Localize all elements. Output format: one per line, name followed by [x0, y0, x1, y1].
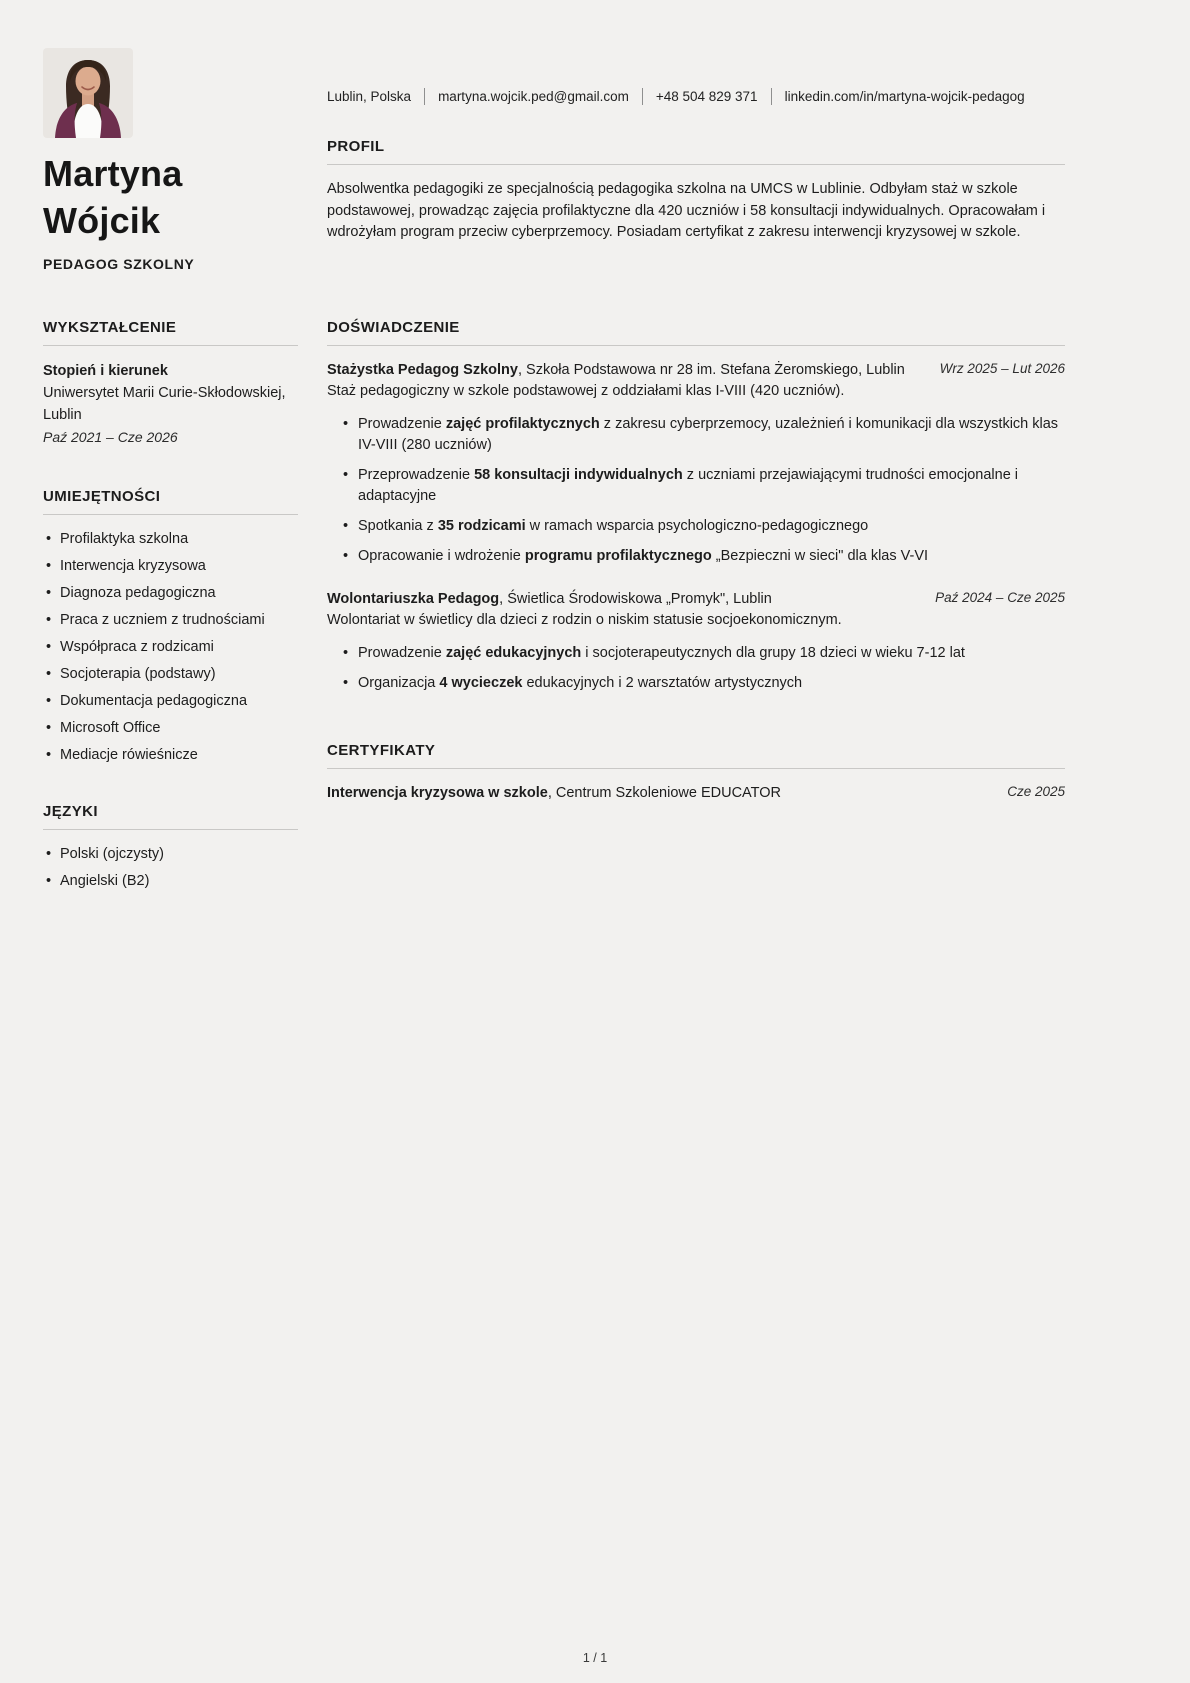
- header-right: [327, 48, 1065, 272]
- contact-location: Lublin, Polska: [327, 89, 412, 104]
- job-bullet: • Organizacja 4 wycieczek edukacyjnych i 2 warsztatów artystycznych: [327, 673, 1065, 694]
- job-titleline: [327, 360, 912, 381]
- job-summary: Wolontariat w świetlicy dla dzieci z rodzin o niskim statusie socjoekonomicznym.: [327, 612, 842, 628]
- job-bullet-list: [327, 414, 1065, 567]
- contact-line: [327, 48, 1065, 105]
- contact-linkedin: linkedin.com/in/martyna-wojcik-pedagog: [784, 89, 1025, 104]
- contact-phone: +48 504 829 371: [655, 89, 758, 104]
- job-bullet: • Spotkania z 35 rodzicami w ramach wsparcia psychologiczno-pedagogicznego: [327, 516, 1065, 537]
- main-column: [327, 319, 1065, 898]
- job-bullet: • Przeprowadzenie 58 konsultacji indywidualnych z uczniami przejawiającymi trudności emocjonalne i adaptacyjne: [327, 465, 1065, 507]
- wyksztalcenie-heading: WYKSZTAŁCENIE: [43, 319, 298, 346]
- language-item: • Polski (ojczysty): [43, 844, 298, 864]
- job-summary: Staż pedagogiczny w szkole podstawowej z oddziałami klas I-VIII (420 uczniów).: [327, 383, 845, 399]
- education-dates: Paź 2021 – Cze 2026: [43, 429, 178, 445]
- experience-entry: [327, 589, 1065, 694]
- profil-text: Absolwentka pedagogiki ze specjalnością pedagogika szkolna na UMCS w Lublinie. Odbyłam staż w szkole podstawowej, prowadząc zajęcia profilaktyczne dla 420 uczniów i 58 konsultacji indywidualnych. Opracowałam i wdrożyłam program przeciw cyberprzemocy. Posiadam certyfikat z zakresu interwencji kryzysowej w szkole.: [327, 181, 1046, 240]
- section-profil: [327, 138, 1065, 244]
- languages-list: [43, 844, 298, 891]
- job-title: Stażystka Pedagog Szkolny: [327, 362, 518, 378]
- skill-item: • Microsoft Office: [43, 718, 298, 738]
- education-degree: Stopień i kierunek: [43, 363, 168, 379]
- skill-item: • Dokumentacja pedagogiczna: [43, 691, 298, 711]
- job-titleline: [327, 589, 907, 610]
- header: [43, 48, 1065, 272]
- candidate-name: Martyna Wójcik: [43, 153, 183, 241]
- skill-item: • Współpraca z rodzicami: [43, 637, 298, 657]
- jezyki-heading: JĘZYKI: [43, 803, 298, 830]
- skill-item: • Interwencja kryzysowa: [43, 556, 298, 576]
- certificate-entry: [327, 783, 1065, 804]
- contact-email: martyna.wojcik.ped@gmail.com: [438, 89, 629, 104]
- page-indicator: 1 / 1: [582, 1651, 608, 1665]
- job-header: [327, 360, 1065, 381]
- contact-separator: [771, 88, 772, 105]
- job-bullet: • Opracowanie i wdrożenie programu profilaktycznego „Bezpieczni w sieci" dla klas V-VI: [327, 546, 1065, 567]
- job-title: Wolontariuszka Pedagog: [327, 591, 500, 607]
- certificate-titleline: [327, 783, 979, 804]
- job-header: [327, 589, 1065, 610]
- umiejetnosci-heading: UMIEJĘTNOŚCI: [43, 488, 298, 515]
- job-dates: Wrz 2025 – Lut 2026: [939, 361, 1065, 376]
- sidebar-column: [43, 319, 298, 898]
- contact-separator: [642, 88, 643, 105]
- job-org: , Szkoła Podstawowa nr 28 im. Stefana Żeromskiego, Lublin: [517, 362, 905, 378]
- job-bullet: • Prowadzenie zajęć profilaktycznych z zakresu cyberprzemocy, uzależnień i komunikacji dla wszystkich klas IV-VIII (280 uczniów): [327, 414, 1065, 456]
- section-certyfikaty: [327, 742, 1065, 804]
- skills-list: [43, 529, 298, 765]
- job-bullet-list: [327, 643, 1065, 694]
- main-content: [43, 319, 1065, 898]
- skill-item: • Profilaktyka szkolna: [43, 529, 298, 549]
- profil-heading: PROFIL: [327, 138, 1065, 165]
- section-doswiadczenie: [327, 319, 1065, 694]
- job-dates: Paź 2024 – Cze 2025: [935, 590, 1065, 605]
- job-bullet: • Prowadzenie zajęć edukacyjnych i socjoterapeutycznych dla grupy 18 dzieci w wieku 7-12 lat: [327, 643, 1065, 664]
- section-jezyki: [43, 803, 298, 891]
- skill-item: • Diagnoza pedagogiczna: [43, 583, 298, 603]
- skill-item: • Praca z uczniem z trudnościami: [43, 610, 298, 630]
- contact-separator: [424, 88, 425, 105]
- profile-photo: [43, 48, 133, 138]
- language-item: • Angielski (B2): [43, 871, 298, 891]
- certificate-title: Interwencja kryzysowa w szkole: [327, 785, 548, 801]
- doswiadczenie-heading: DOŚWIADCZENIE: [327, 319, 1065, 346]
- profile-photo-illustration: [43, 48, 133, 138]
- skill-item: • Socjoterapia (podstawy): [43, 664, 298, 684]
- certificate-date: Cze 2025: [1007, 784, 1065, 799]
- skill-item: • Mediacje rówieśnicze: [43, 745, 298, 765]
- candidate-role: PEDAGOG SZKOLNY: [43, 256, 195, 272]
- section-wyksztalcenie: [43, 319, 298, 448]
- education-school: Uniwersytet Marii Curie-Skłodowskiej, Lublin: [43, 385, 286, 423]
- experience-entry: [327, 360, 1065, 567]
- certificate-issuer: , Centrum Szkoleniowe EDUCATOR: [547, 785, 781, 801]
- section-umiejetnosci: [43, 488, 298, 765]
- certyfikaty-heading: CERTYFIKATY: [327, 742, 1065, 769]
- job-org: , Świetlica Środowiskowa „Promyk", Lublin: [499, 591, 772, 607]
- header-left: [43, 48, 298, 272]
